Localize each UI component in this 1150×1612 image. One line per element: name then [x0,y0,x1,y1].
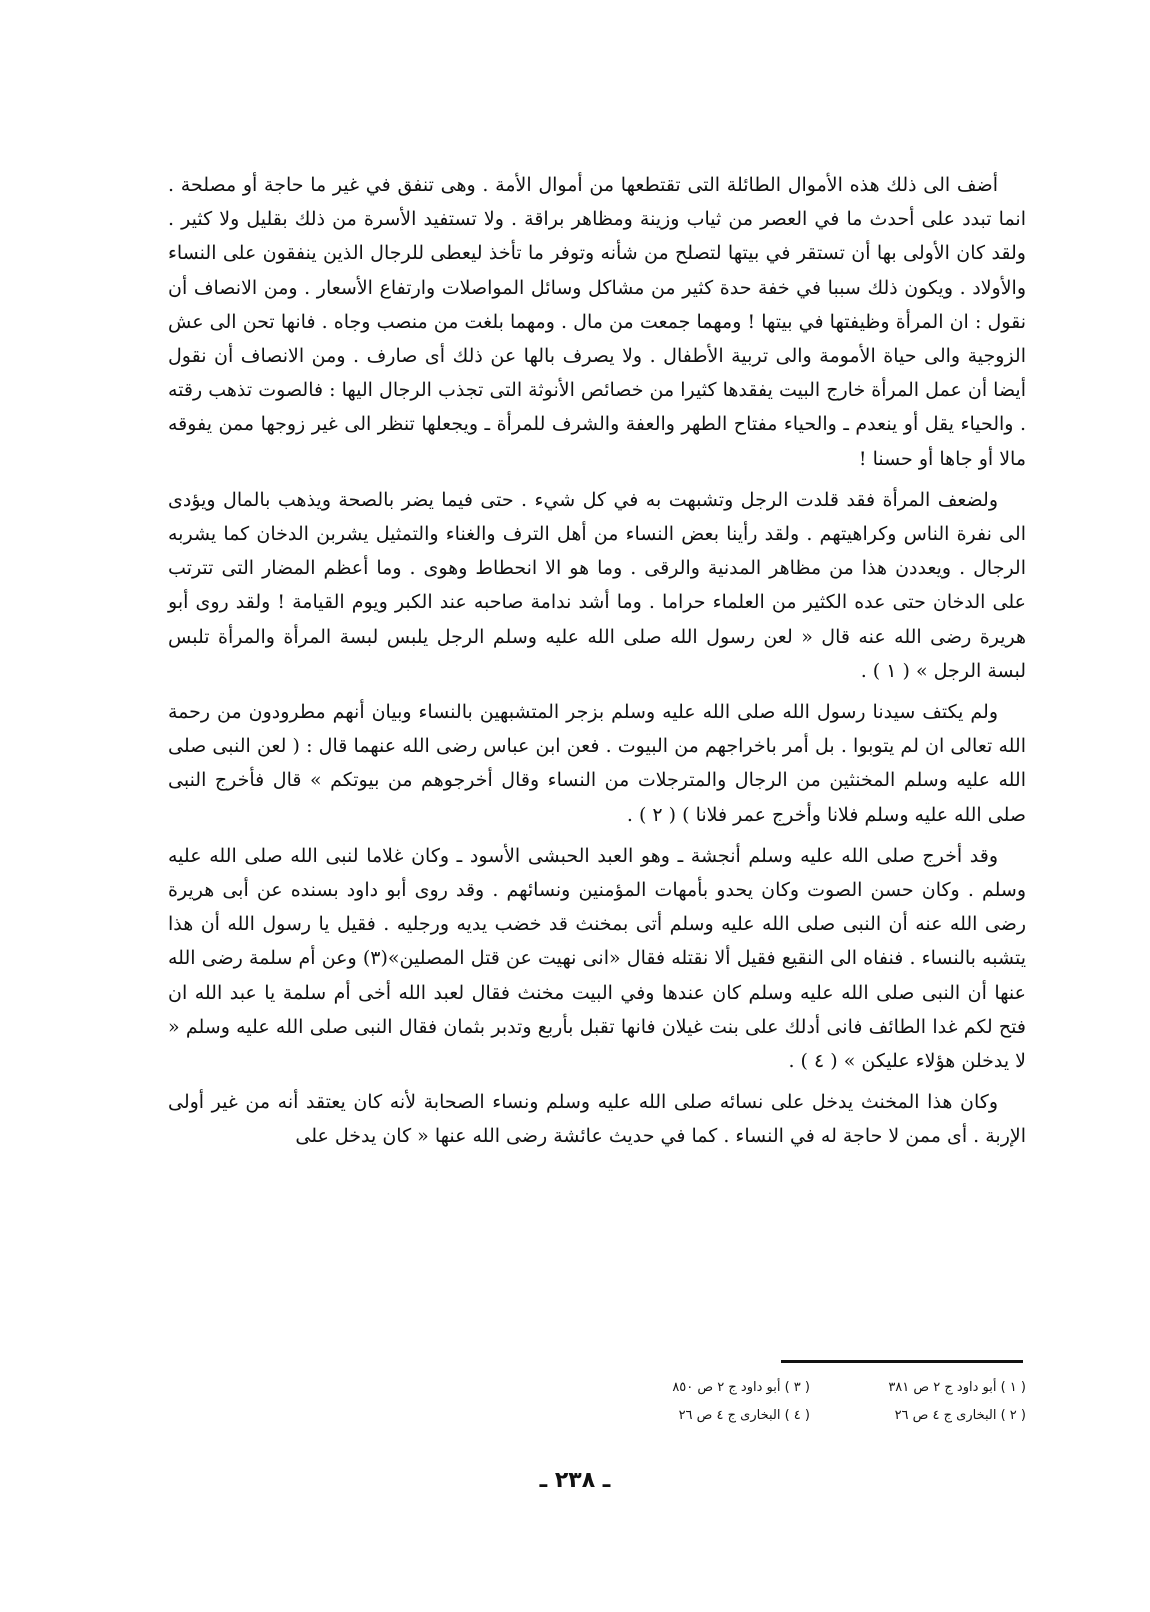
page-number: ـ ٢٣٨ ـ [539,1468,611,1493]
paragraph: وكان هذا المخنث يدخل على نسائه صلى الله عليه وسلم ونساء الصحابة لأنه كان يعتقد أنه من غير أولى الإربة . أى ممن لا حاجة له في النساء . كما في حديث عائشة رضى الله عنها « كان يدخل على [168,1091,1026,1148]
footnote-row [588,1401,1026,1429]
footnote: ( ٣ ) أبو داود ج ٢ ص ٨٥٠ [672,1379,810,1395]
paragraph: ولم يكتف سيدنا رسول الله صلى الله عليه وسلم بزجر المتشبهين بالنساء وبيان أنهم مطرودون من رحمة الله تعالى ان لم يتوبوا . بل أمر باخراجهم من البيوت . فعن ابن عباس رضى الله عنهما قال : ( لعن النبى صلى الله عليه وسلم المخنثين من الرجال والمترجلات من النساء وقال أخرجوهم من بيوتكم » قال فأخرج النبى صلى الله عليه وسلم فلانا وأخرج عمر فلانا ) ( ٢ ) . [168,701,1026,826]
footnote: ( ٤ ) البخارى ج ٤ ص ٢٦ [678,1407,810,1423]
body-text [168,168,1026,1154]
footnote: ( ١ ) أبو داود ج ٢ ص ٣٨١ [888,1379,1026,1395]
footnotes [588,1373,1026,1429]
paragraph: ولضعف المرأة فقد قلدت الرجل وتشبهت به في كل شيء . حتى فيما يضر بالصحة ويذهب بالمال ويؤدى الى نفرة الناس وكراهيتهم . ولقد رأينا بعض النساء من أهل الترف والغناء والتمثيل يشربن الدخان كما يشربه الرجال . ويعددن هذا من مظاهر المدنية والرقى . وما هو الا انحطاط وهوى . وما أعظم المضار التى تترتب على الدخان حتى عده الكثير من العلماء حراما . وما أشد ندامة صاحبه عند الكبر ويوم القيامة ! ولقد روى أبو هريرة رضى الله عنه قال « لعن رسول الله صلى الله عليه وسلم الرجل يلبس لبسة المرأة والمرأة تلبس لبسة الرجل » ( ١ ) . [168,488,1026,682]
footnote: ( ٢ ) البخارى ج ٤ ص ٢٦ [894,1407,1026,1423]
paragraph: أضف الى ذلك هذه الأموال الطائلة التى تقتطعها من أموال الأمة . وهى تنفق في غير ما حاجة أو مصلحة . انما تبدد على أحدث ما في العصر من ثياب وزينة ومظاهر براقة . ولا تستفيد الأسرة من ذلك بقليل ولا كثير . ولقد كان الأولى بها أن تستقر في بيتها لتصلح من شأنه وتوفر ما تأخذ ليعطى للرجال الذين ينفقون على النساء والأولاد . ويكون ذلك سببا في خفة حدة كثير من مشاكل وسائل المواصلات وارتفاع الأسعار . ومن الانصاف أن نقول : ان المرأة وظيفتها في بيتها ! ومهما جمعت من مال . ومهما بلغت من منصب وجاه . فانها تحن الى عش الزوجية والى حياة الأمومة والى تربية الأطفال . ولا يصرف بالها عن ذلك أى صارف . ومن الانصاف أن نقول أيضا أن عمل المرأة خارج البيت يفقدها كثيرا من خصائص الأنوثة التى تجذب الرجال اليها : فالصوت تذهب رقته . والحياء يقل أو ينعدم ـ والحياء مفتاح الطهر والعفة والشرف للمرأة ـ ويجعلها تنظر الى غير زوجها ممن يفوقه مالا أو جاها أو حسنا ! [168,174,1026,470]
paragraph: وقد أخرج صلى الله عليه وسلم أنجشة ـ وهو العبد الحبشى الأسود ـ وكان غلاما لنبى الله صلى الله عليه وسلم . وكان حسن الصوت وكان يحدو بأمهات المؤمنين ونسائهم . وقد روى أبو داود بسنده عن أبى هريرة رضى الله عنه أن النبى صلى الله عليه وسلم أتى بمخنث قد خضب يديه ورجليه . فقيل يا رسول الله أن هذا يتشبه بالنساء . فنفاه الى النقيع فقيل ألا نقتله فقال «انى نهيت عن قتل المصلين»(٣) وعن أم سلمة رضى الله عنها أن النبى صلى الله عليه وسلم كان عندها وفي البيت مخنث فقال لعبد الله أخى أم سلمة يا عبد الله ان فتح لكم غدا الطائف فانى أدلك على بنت غيلان فانها تقبل بأربع وتدبر بثمان فقال النبى صلى الله عليه وسلم « لا يدخلن هؤلاء عليكن » ( ٤ ) . [168,844,1026,1073]
footnote-divider [781,1360,1023,1363]
footnote-row [588,1373,1026,1401]
